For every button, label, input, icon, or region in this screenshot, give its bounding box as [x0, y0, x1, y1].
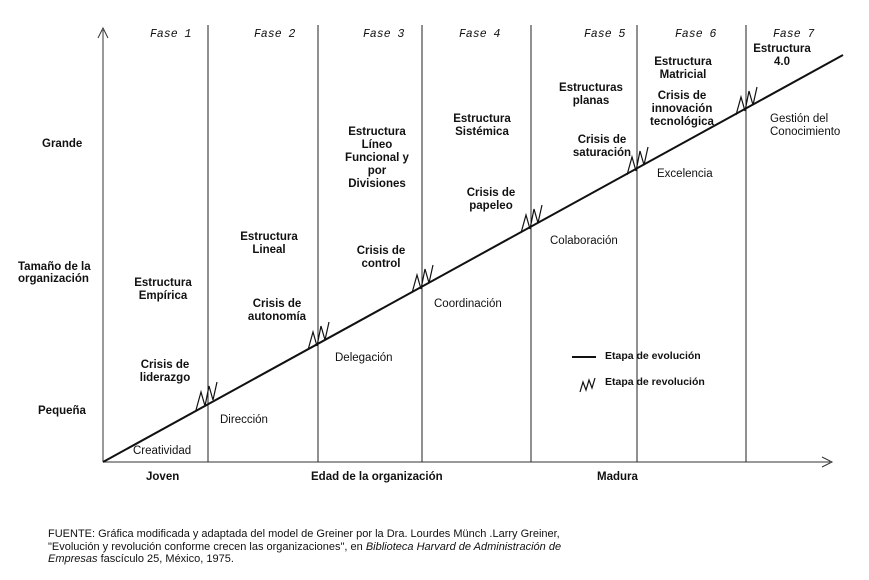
legend-evolution-label: Etapa de evolución — [605, 350, 701, 362]
y-axis-label-line-2: organización — [18, 273, 89, 285]
source-line-2 — [48, 541, 748, 554]
crisis-2-line-2: autonomía — [247, 311, 307, 323]
crisis-5 — [564, 134, 640, 160]
structure-1-line-1: Estructura — [134, 277, 192, 289]
crisis-4-line-1: Crisis de — [466, 187, 516, 199]
phase-1-label: Fase 1 — [150, 28, 192, 41]
evolution-3: Delegación — [335, 352, 393, 364]
structure-3-line-4: por — [367, 165, 387, 177]
structure-6 — [643, 56, 723, 82]
source-note — [48, 528, 748, 566]
phase-2-label: Fase 2 — [254, 28, 296, 41]
structure-6-line-2: Matricial — [659, 69, 707, 81]
evolution-7 — [770, 113, 840, 139]
x-tick-madura: Madura — [597, 471, 638, 483]
structure-5-line-2: planas — [572, 95, 610, 107]
evolution-1: Creatividad — [133, 445, 192, 457]
evolution-5: Colaboración — [550, 235, 618, 247]
structure-2-line-2: Lineal — [252, 244, 286, 256]
crisis-6-line-3: tecnológica — [650, 116, 714, 128]
x-axis-label: Edad de la organización — [311, 471, 443, 483]
crisis-1-line-1: Crisis de — [140, 359, 190, 371]
crisis-3-line-1: Crisis de — [356, 245, 406, 257]
y-tick-pequena: Pequeña — [38, 405, 86, 417]
crisis-2-line-1: Crisis de — [252, 298, 302, 310]
legend-revolution-label: Etapa de revolución — [605, 376, 705, 388]
y-tick-grande: Grande — [42, 138, 83, 150]
phase-7-label: Fase 7 — [773, 28, 815, 41]
evolution-2: Dirección — [220, 414, 268, 426]
crisis-5-line-1: Crisis de — [577, 134, 627, 146]
structure-3-line-1: Estructura — [348, 126, 406, 138]
crisis-3 — [344, 245, 418, 271]
structure-3-line-2: Líneo — [361, 139, 393, 151]
crisis-1 — [128, 359, 202, 385]
crisis-4-line-2: papeleo — [469, 200, 513, 212]
structure-3 — [334, 126, 420, 191]
source-line-2-a: "Evolución y revolución conforme crecen las organizaciones", en — [48, 540, 366, 553]
evolution-4: Coordinación — [434, 298, 502, 310]
evolution-7-line-1: Gestión del — [770, 113, 829, 125]
structure-1-line-2: Empírica — [138, 290, 188, 302]
source-line-1: FUENTE: Gráfica modificada y adaptada del model de Greiner por la Dra. Lourdes Münch .Larry Greiner, — [48, 528, 560, 540]
source-line-3-b: fascículo 25, México, 1975. — [97, 553, 234, 565]
structure-2 — [230, 231, 308, 257]
phase-3-label: Fase 3 — [363, 28, 405, 41]
crisis-6-line-1: Crisis de — [657, 90, 707, 102]
source-line-2-italic: Biblioteca Harvard de Administración de — [365, 540, 562, 553]
structure-1 — [124, 277, 202, 303]
phase-6-label: Fase 6 — [675, 28, 717, 41]
legend-revolution-symbol — [580, 378, 595, 392]
y-axis-label-line-1: Tamaño de la — [18, 261, 91, 273]
source-line-3 — [48, 553, 748, 566]
evolution-7-line-2: Conocimiento — [770, 126, 841, 138]
y-axis-label — [18, 261, 91, 285]
structure-3-line-3: Funcional y — [345, 152, 409, 164]
structure-3-line-5: Divisiones — [348, 178, 406, 190]
phase-4-label: Fase 4 — [459, 28, 501, 41]
structure-2-line-1: Estructura — [240, 231, 298, 243]
crisis-6-line-2: innovación — [651, 103, 713, 115]
crisis-5-line-2: saturación — [572, 147, 632, 159]
x-tick-joven: Joven — [146, 471, 180, 483]
structure-4-line-1: Estructura — [453, 113, 511, 125]
crisis-3-line-2: control — [361, 258, 401, 270]
crisis-2 — [240, 298, 314, 324]
structure-7-line-1: Estructura — [753, 43, 811, 55]
source-line-3-italic: Empresas — [48, 553, 98, 565]
crisis-1-line-2: liderazgo — [139, 372, 191, 384]
phase-5-label: Fase 5 — [584, 28, 626, 41]
crisis-6 — [642, 90, 722, 129]
structure-6-line-1: Estructura — [654, 56, 712, 68]
structure-4-line-2: Sistémica — [455, 126, 509, 138]
crisis-4 — [454, 187, 528, 213]
evolution-6: Excelencia — [657, 168, 713, 180]
structure-5-line-1: Estructuras — [559, 82, 623, 94]
structure-7-line-2: 4.0 — [774, 56, 790, 68]
structure-5 — [550, 82, 632, 108]
structure-4 — [442, 113, 522, 139]
structure-7 — [746, 43, 818, 69]
